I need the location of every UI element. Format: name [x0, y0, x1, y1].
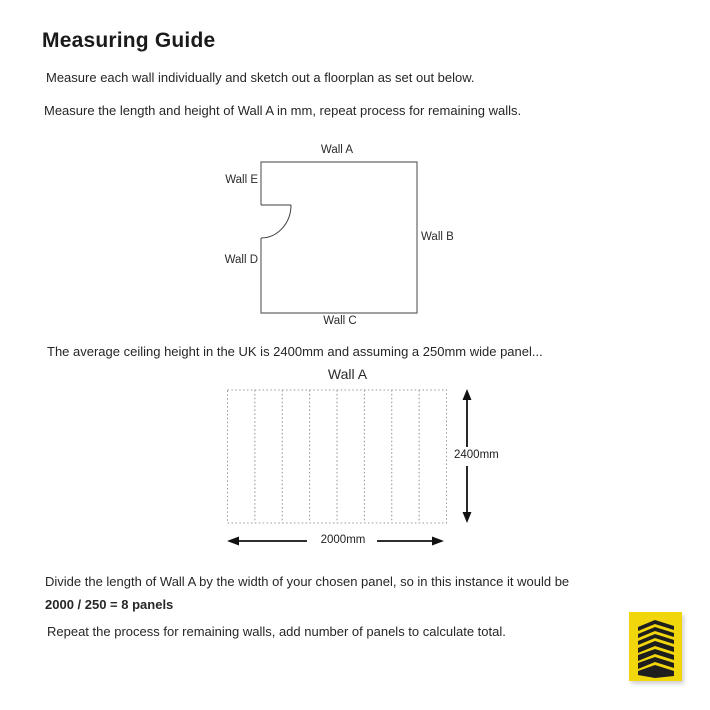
page-title: Measuring Guide — [42, 29, 216, 52]
width-dimension-label: 2000mm — [312, 534, 374, 546]
height-dimension-label: 2400mm — [454, 449, 499, 461]
floorplan-door-arc — [261, 205, 291, 238]
floorplan-room-outline — [261, 162, 417, 313]
panel-dividers — [255, 390, 419, 523]
ceiling-note: The average ceiling height in the UK is 2400mm and assuming a 250mm wide panel... — [47, 344, 543, 359]
wall-e-label: Wall E — [225, 174, 258, 186]
calc-line-3: Repeat the process for remaining walls, add number of panels to calculate total. — [47, 624, 506, 639]
panel-diagram-title: Wall A — [327, 366, 368, 382]
intro-line-2: Measure the length and height of Wall A in mm, repeat process for remaining walls. — [44, 103, 522, 118]
wall-d-label: Wall D — [224, 254, 258, 266]
wall-c-label: Wall C — [323, 315, 357, 327]
calc-line-1: Divide the length of Wall A by the width of your chosen panel, so in this instance it would be — [45, 574, 570, 589]
wall-b-label: Wall B — [421, 231, 454, 243]
calc-result: 2000 / 250 = 8 panels — [45, 597, 174, 612]
intro-line-1: Measure each wall individually and sketch out a floorplan as set out below. — [46, 70, 475, 85]
wall-a-label: Wall A — [320, 144, 354, 156]
brand-logo — [629, 612, 682, 681]
